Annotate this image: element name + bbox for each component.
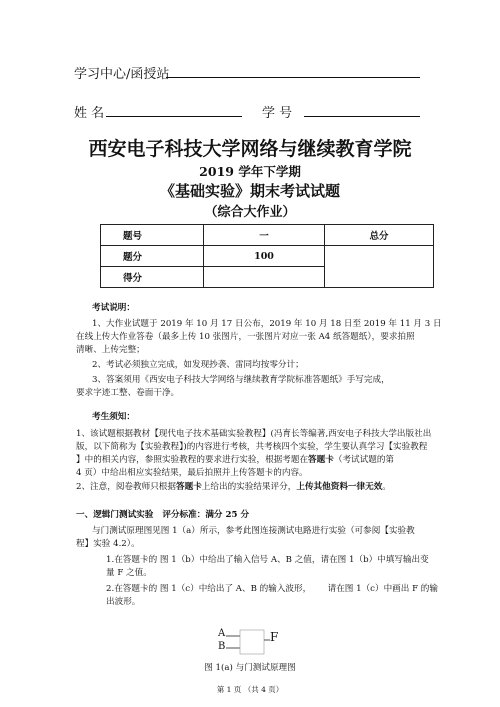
q1-title: 一、逻辑门测试实验 评分标准：满分 25 分 — [76, 510, 250, 520]
score-table-total-cell — [325, 246, 434, 288]
q1-score: 评分标准：满分 25 分 — [162, 510, 250, 520]
exam-note-1c: 清晰、上传完整； — [76, 345, 145, 355]
score-table-points-value: 100 — [204, 246, 325, 267]
candidate-note-2: 2、注意，阅卷教师只根据答题卡上给出的实验结果评分，上传其他资料一律无效。 — [76, 482, 391, 492]
candidate-note-1b: 版，以下简称为【实验教程】)的内容进行考核，共考核四个实验，学生要认真学习【实验教程 — [76, 442, 428, 452]
exam-note-1a: 1、大作业试题于 2019 年 10 月 17 日公布，2019 年 10 月 18 日至 2019 年 11 月 3 日 — [92, 319, 442, 329]
student-no-line — [304, 116, 420, 117]
q1-intro-b: 程】实验 4.2）。 — [76, 539, 140, 549]
name-line — [106, 116, 242, 117]
exam-note-3a: 3、答案须用《西安电子科技大学网络与继续教育学院标准答题纸》手写完成， — [92, 375, 390, 385]
and-gate-input-a-label: A — [218, 628, 226, 639]
q1-step-1a: 1.在答题卡的 图 1（b）中给出了输入信号 A、B 之值，请在图 1（b）中填写输出变 — [106, 555, 429, 565]
score-table-header-one: 一 — [204, 225, 325, 246]
score-table — [100, 224, 434, 288]
school-name: 西安电子科技大学网络与继续教育学院 — [88, 138, 412, 160]
candidate-note-1d: 4 页）中给出相应实验结果，最后拍照并上传答题卡的内容。 — [76, 468, 308, 478]
name-label: 姓 名 — [74, 106, 105, 121]
q1-step-2a: 2.在答题卡的 图 1（c）中给出了 A、B 的输入波形， 请在图 1（c）中画出 F 的输 — [106, 584, 438, 594]
figure-caption: 图 1(a) 与门测试原理图 — [204, 663, 296, 673]
q1-step-1b: 量 F 之值。 — [106, 568, 152, 578]
score-table-header-total: 总分 — [325, 225, 434, 246]
exam-notes-title: 考试说明： — [92, 303, 135, 313]
exam-title: 《基础实验》期末考试试题 — [159, 182, 340, 200]
candidate-note-1a: 1、该试题根据教材【现代电子技术基础实验教程】(冯育长等编著,西安电子科技大学出版社出 — [76, 429, 432, 439]
q1-intro-a: 与门测试原理图见图 1（a）所示，参考此图连接测试电路进行实验（可参阅【实验教 — [92, 526, 415, 536]
and-gate-output-label: F — [270, 630, 279, 644]
score-table-points-label: 题分 — [101, 246, 204, 267]
exam-note-3b: 要求字迹工整、卷面干净。 — [76, 388, 180, 398]
exam-note-2: 2、考试必须独立完成，如发现抄袭、雷同均按零分计； — [92, 360, 304, 370]
score-table-score-cell — [204, 267, 325, 288]
study-center-line — [166, 77, 420, 78]
score-table-score-label: 得分 — [101, 267, 204, 288]
score-table-header-item: 题号 — [101, 225, 204, 246]
page-footer: 第 1 页 （共 4 页） — [216, 685, 284, 694]
student-no-label: 学 号 — [262, 106, 293, 121]
study-center-label: 学习中心/函授站 — [74, 67, 170, 82]
q1-step-2b: 出波形。 — [106, 597, 141, 607]
candidate-notes-title: 考生须知： — [92, 412, 135, 422]
exam-note-1b: 在线上传大作业答卷（最多上传 10 张图片，一张图片对应一张 A4 纸答题纸），要求拍照 — [76, 332, 415, 342]
and-gate-body — [240, 630, 264, 654]
term: 2019 学年下学期 — [199, 164, 301, 179]
and-gate-input-b-label: B — [218, 641, 226, 652]
exam-subtitle: （综合大作业） — [204, 205, 296, 220]
candidate-note-1c: 】中的相关内容，参照实验教程的要求进行实验，根据考题在答题卡（考试试题的第 — [76, 455, 395, 465]
